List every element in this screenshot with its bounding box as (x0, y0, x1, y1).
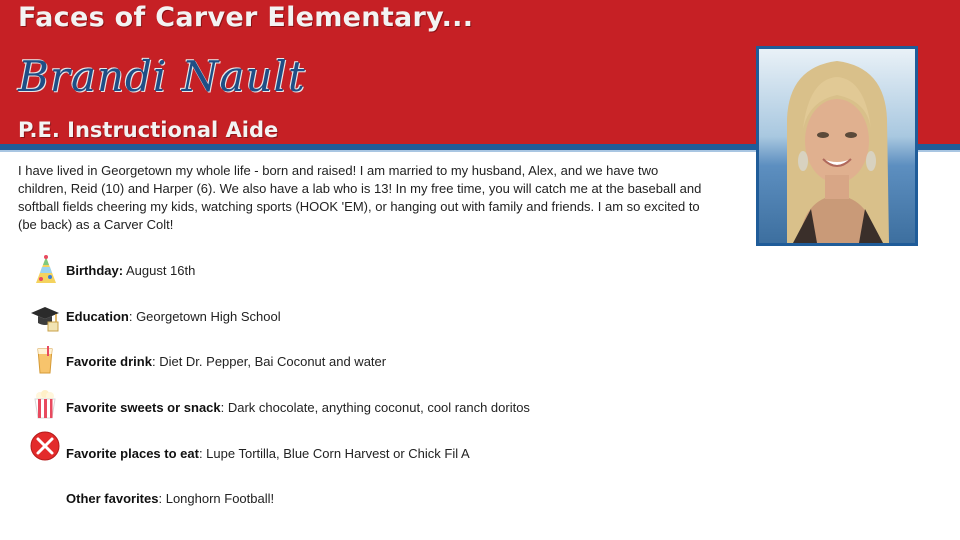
fact-label: Birthday: (66, 263, 124, 278)
bio-paragraph: I have lived in Georgetown my whole life - born and raised! I am married to my husband, Alex, and we have two children, Reid (10) and Harper (6). We also have a lab who is 13! In my free time, you will catch me at the baseball and softball fields cheering my kids, watching sports (HOOK 'EM), or hanging out with family and friends. I am so excited to (be back) as a Carver Colt! (18, 163, 702, 232)
fact-value: : Lupe Tortilla, Blue Corn Harvest or Chick Fil A (198, 446, 470, 461)
staff-name: Brandi Nault (18, 52, 306, 101)
fact-drink (66, 354, 386, 369)
drink-glass-icon (30, 346, 60, 376)
fact-value: : Diet Dr. Pepper, Bai Coconut and water (151, 354, 387, 369)
fact-birthday (66, 263, 195, 278)
staff-role: P.E. Instructional Aide (18, 118, 279, 142)
party-hat-icon (31, 255, 61, 285)
fact-label: Favorite places to eat (66, 446, 199, 461)
fact-label: Favorite sweets or snack (66, 400, 221, 415)
school-title: Faces of Carver Elementary... (18, 2, 474, 33)
popcorn-icon (30, 389, 60, 419)
graduation-cap-icon (30, 302, 60, 332)
fact-value: August 16th (123, 263, 196, 278)
fork-knife-icon (30, 431, 60, 461)
fact-value: : Dark chocolate, anything coconut, cool ranch doritos (220, 400, 530, 415)
fact-education (66, 309, 281, 324)
fact-value: : Georgetown High School (128, 309, 281, 324)
fact-label: Favorite drink (66, 354, 152, 369)
staff-photo (756, 46, 918, 246)
fact-snack (66, 400, 530, 415)
fact-other-favorites (66, 491, 274, 506)
portrait-photo (759, 49, 915, 243)
fact-places-to-eat (66, 446, 470, 461)
fact-value: : Longhorn Football! (158, 491, 275, 506)
fact-label: Education (66, 309, 129, 324)
fact-label: Other favorites (66, 491, 159, 506)
